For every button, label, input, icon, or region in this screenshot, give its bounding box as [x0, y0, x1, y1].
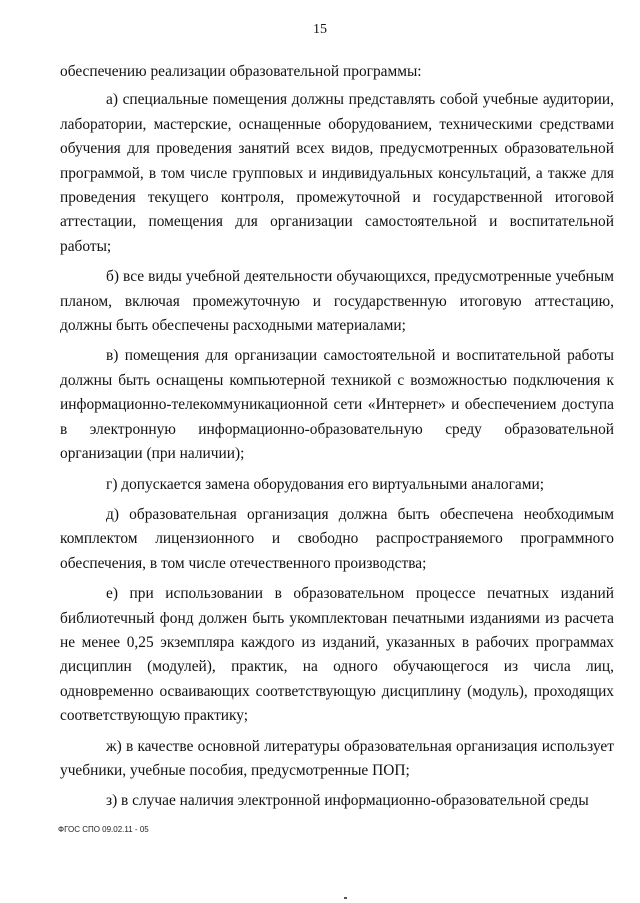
footer-document-code: ФГОС СПО 09.02.11 - 05	[58, 825, 149, 834]
item-v-paragraph: в) помещения для организации самостоятельной и воспитательной работы должны быть оснащены компьютерной техникой с возможностью подключения к информационно-телекоммуникационной сети «Интернет» и обеспечением доступа в электронную информационно-образовательную среду образовательной организации (при наличии);	[60, 347, 614, 463]
item-e-paragraph: е) при использовании в образовательном процессе печатных изданий библиотечный фонд должен быть укомплектован печатными изданиями из расчета не менее 0,25 экземпляра каждого из изданий, указанных в рабочих программах дисциплин (модулей), практик, на одного обучающегося из числа лиц, одновременно осваивающих соответствующую дисциплину (модуль), проходящих соответствующую практику;	[60, 585, 614, 725]
page-number: 15	[313, 22, 327, 37]
scan-speck	[344, 897, 347, 899]
item-d-paragraph: д) образовательная организация должна быть обеспечена необходимым комплектом лицензионного и свободно распространяемого программного обеспечения, в том числе отечественного производства;	[60, 505, 614, 572]
item-a-paragraph: а) специальные помещения должны представлять собой учебные аудитории, лаборатории, мастерские, оснащенные оборудованием, техническими средствами обучения для проведения занятий всех видов, предусмотренных образовательной программой, в том числе групповых и индивидуальных консультаций, а также для проведения текущего контроля, промежуточной и государственной итоговой аттестации, помещения для организации самостоятельной и воспитательной работы;	[60, 91, 614, 255]
item-b-paragraph: б) все виды учебной деятельности обучающихся, предусмотренные учебным планом, включая промежуточную и государственную итоговую аттестацию, должны быть обеспечены расходными материалами;	[60, 268, 614, 335]
item-g-paragraph: г) допускается замена оборудования его виртуальными аналогами;	[106, 475, 544, 493]
item-z-paragraph: з) в случае наличия электронной информационно-образовательной среды	[106, 792, 589, 810]
intro-paragraph: обеспечению реализации образовательной программы:	[60, 63, 422, 80]
document-body	[60, 60, 614, 820]
item-zh-paragraph: ж) в качестве основной литературы образовательная организация использует учебники, учебные пособия, предусмотренные ПОП;	[60, 737, 614, 779]
